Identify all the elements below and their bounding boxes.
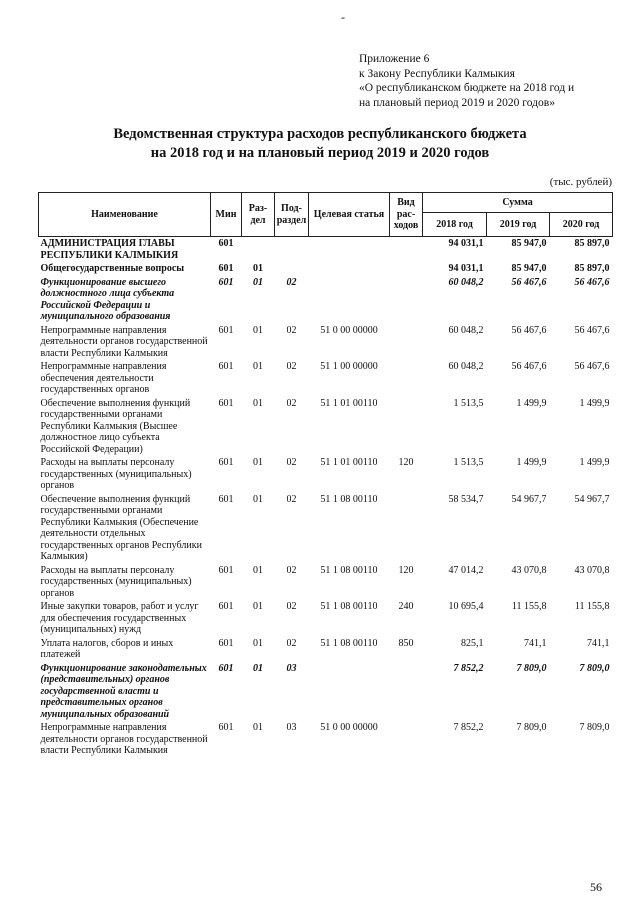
header-2018: 2018 год: [423, 213, 487, 237]
row-podrazdel: 02: [286, 397, 297, 409]
page-marker: -: [341, 10, 345, 24]
table-row: [39, 276, 613, 324]
row-sum-2019: 741,1: [524, 637, 547, 649]
appendix-line: к Закону Республики Калмыкия: [359, 67, 515, 80]
appendix-line: на плановый период 2019 и 2020 годов»: [359, 96, 555, 109]
header-summa: Сумма: [423, 193, 613, 213]
header-min: Мин: [211, 193, 242, 237]
appendix-line: «О республиканском бюджете на 2018 год и: [359, 82, 575, 94]
row-podrazdel: 02: [286, 601, 297, 612]
table-row: [39, 662, 613, 722]
row-target: 51 1 08 00110: [320, 564, 378, 576]
header-2020: 2020 год: [550, 213, 613, 237]
title-line: на 2018 год и на плановый период 2019 и 2020 годов: [150, 145, 490, 161]
row-razdel: 01: [253, 276, 263, 288]
row-podrazdel: 03: [286, 722, 297, 733]
appendix-line: Приложение 6: [359, 53, 430, 65]
row-target: 51 1 00 00000: [320, 361, 378, 372]
row-vid: [390, 324, 423, 361]
row-min: 601: [218, 276, 234, 288]
row-min: 601: [218, 564, 234, 576]
row-podrazdel: 02: [286, 276, 297, 288]
row-min: 601: [218, 637, 234, 649]
row-sum-2018: 47 014,2: [448, 564, 484, 576]
title-line: Ведомственная структура расходов республиканского бюджета: [113, 126, 527, 142]
row-min: 601: [218, 662, 234, 674]
table-row: [39, 721, 613, 758]
table-row: [39, 397, 613, 457]
row-sum-2019: 7 809,0: [516, 662, 547, 674]
table-row: [39, 637, 613, 662]
row-razdel: 01: [253, 601, 263, 612]
row-name: Расходы на выплаты персоналу государственных (муниципальных) органов: [40, 457, 192, 491]
row-sum-2018: 58 534,7: [448, 493, 484, 505]
row-target: 51 0 00 00000: [320, 722, 378, 733]
row-vid: [390, 276, 423, 324]
expenditure-table: [38, 192, 613, 758]
document-title: [60, 125, 580, 163]
row-podrazdel: [275, 262, 309, 276]
row-target: 51 1 08 00110: [320, 601, 378, 612]
row-sum-2020: 54 967,7: [574, 493, 610, 505]
row-sum-2019: 1 499,9: [516, 457, 547, 468]
row-target: 51 1 08 00110: [320, 637, 378, 649]
row-target: [309, 276, 390, 324]
row-sum-2019: 7 809,0: [516, 722, 547, 733]
row-sum-2020: 741,1: [587, 637, 610, 649]
row-sum-2020: 85 897,0: [574, 263, 610, 274]
row-sum-2020: 11 155,8: [574, 601, 610, 612]
row-razdel: 01: [253, 493, 263, 505]
row-vid: [390, 397, 423, 457]
row-podrazdel: 02: [286, 457, 297, 468]
row-vid: [390, 360, 423, 397]
row-podrazdel: 02: [286, 564, 297, 576]
row-name: Обеспечение выполнения функций государственными органами Республики Калмыкия (Высшее должностное лицо субъекта Российской Федерации): [40, 397, 191, 455]
row-sum-2018: 60 048,2: [448, 324, 484, 336]
page-number: 56: [590, 880, 602, 894]
row-sum-2018: 60 048,2: [448, 276, 484, 288]
row-name: Общегосударственные вопросы: [40, 263, 185, 274]
row-podrazdel: [275, 237, 309, 263]
table-row: [39, 456, 613, 493]
row-sum-2018: 94 031,1: [448, 263, 484, 274]
row-name: Функционирование законодательных (представительных) органов государственной власти и представительных органов муниципальных образований: [40, 662, 207, 720]
table-row: [39, 493, 613, 564]
row-sum-2020: 56 467,6: [574, 324, 610, 336]
row-razdel: 01: [253, 457, 263, 468]
row-razdel: 01: [253, 263, 263, 274]
table-row: [39, 324, 613, 361]
row-sum-2018: 60 048,2: [448, 361, 484, 372]
row-sum-2018: 7 852,2: [453, 662, 484, 674]
row-target: [309, 662, 390, 722]
row-podrazdel: 03: [286, 662, 297, 674]
header-vid: Вид рас-ходов: [390, 193, 423, 237]
row-sum-2018: 7 852,2: [453, 722, 484, 733]
row-target: [309, 262, 390, 276]
row-vid: [390, 262, 423, 276]
header-2019: 2019 год: [487, 213, 550, 237]
row-name: Обеспечение выполнения функций государственными органами Республики Калмыкия (Обеспечение деятельности отдельных государственных органов Республики Калмыкия): [40, 493, 202, 562]
row-sum-2018: 10 695,4: [448, 601, 484, 612]
table-row: [39, 262, 613, 276]
row-razdel: 01: [253, 324, 263, 336]
table-row: [39, 237, 613, 263]
row-razdel: [242, 237, 275, 263]
row-vid: [390, 237, 423, 263]
row-sum-2019: 56 467,6: [511, 361, 547, 372]
row-min: 601: [218, 238, 234, 249]
row-vid: 120: [398, 457, 414, 468]
row-target: 51 0 00 00000: [320, 324, 378, 336]
row-min: 601: [218, 397, 234, 409]
row-sum-2019: 43 070,8: [511, 564, 547, 576]
row-vid: [390, 662, 423, 722]
row-sum-2020: 7 809,0: [579, 722, 610, 733]
row-razdel: 01: [253, 662, 263, 674]
units-label: (тыс. рублей): [549, 176, 612, 188]
header-target: Целевая статья: [309, 193, 390, 237]
row-vid: [390, 721, 423, 758]
row-vid: [390, 493, 423, 564]
row-name: Непрограммные направления деятельности органов государственной власти Республики Калмыкия: [40, 324, 208, 359]
row-min: 601: [218, 263, 234, 274]
row-min: 601: [218, 601, 234, 612]
row-name: Расходы на выплаты персоналу государственных (муниципальных) органов: [40, 564, 192, 599]
row-target: 51 1 01 00110: [320, 457, 378, 468]
row-podrazdel: 02: [286, 493, 297, 505]
row-name: Уплата налогов, сборов и иных платежей: [40, 637, 174, 660]
row-min: 601: [218, 457, 234, 468]
row-name: Функционирование высшего должностного лица субъекта Российской Федерации и муниципального образования: [40, 276, 175, 322]
row-name: Иные закупки товаров, работ и услуг для обеспечения государственных (муниципальных) нужд: [40, 601, 199, 635]
row-target: [309, 237, 390, 263]
row-razdel: 01: [253, 564, 263, 576]
row-sum-2019: 56 467,6: [511, 276, 547, 288]
row-sum-2019: 85 947,0: [511, 238, 547, 249]
row-name: Непрограммные направления деятельности органов государственной власти Республики Калмыкия: [40, 722, 208, 756]
row-sum-2019: 85 947,0: [511, 263, 547, 274]
row-min: 601: [218, 361, 234, 372]
row-podrazdel: 02: [286, 324, 297, 336]
row-vid: 850: [398, 637, 414, 649]
row-sum-2020: 1 499,9: [579, 457, 610, 468]
header-razdel: Раз-дел: [242, 193, 275, 237]
table-row: [39, 600, 613, 637]
row-sum-2018: 1 513,5: [453, 457, 484, 468]
header-name: Наименование: [39, 193, 211, 237]
row-sum-2018: 1 513,5: [453, 397, 484, 409]
row-name: Непрограммные направления обеспечения деятельности государственных органов: [40, 361, 167, 395]
row-target: 51 1 01 00110: [320, 397, 378, 409]
row-sum-2020: 7 809,0: [579, 662, 610, 674]
header-podrazdel: Под-раздел: [275, 193, 309, 237]
row-min: 601: [218, 722, 234, 733]
row-target: 51 1 08 00110: [320, 493, 378, 505]
row-sum-2019: 1 499,9: [516, 397, 547, 409]
row-sum-2020: 43 070,8: [574, 564, 610, 576]
row-sum-2020: 1 499,9: [579, 397, 610, 409]
table-row: [39, 564, 613, 601]
row-razdel: 01: [253, 722, 263, 733]
row-name: АДМИНИСТРАЦИЯ ГЛАВЫ РЕСПУБЛИКИ КАЛМЫКИЯ: [40, 238, 179, 261]
row-podrazdel: 02: [286, 361, 297, 372]
row-min: 601: [218, 493, 234, 505]
appendix-note: [359, 52, 629, 110]
row-sum-2018: 825,1: [461, 637, 484, 649]
row-sum-2018: 94 031,1: [448, 238, 484, 249]
row-min: 601: [218, 324, 234, 336]
row-razdel: 01: [253, 361, 263, 372]
row-sum-2019: 56 467,6: [511, 324, 547, 336]
row-podrazdel: 02: [286, 637, 297, 649]
row-sum-2019: 54 967,7: [511, 493, 547, 505]
row-sum-2019: 11 155,8: [511, 601, 547, 612]
table-row: [39, 360, 613, 397]
row-sum-2020: 56 467,6: [574, 276, 610, 288]
table-body: [39, 237, 613, 758]
row-vid: 240: [398, 601, 414, 612]
row-razdel: 01: [253, 637, 263, 649]
row-sum-2020: 85 897,0: [574, 238, 610, 249]
row-sum-2020: 56 467,6: [574, 361, 610, 372]
row-vid: 120: [398, 564, 414, 576]
row-razdel: 01: [253, 397, 263, 409]
